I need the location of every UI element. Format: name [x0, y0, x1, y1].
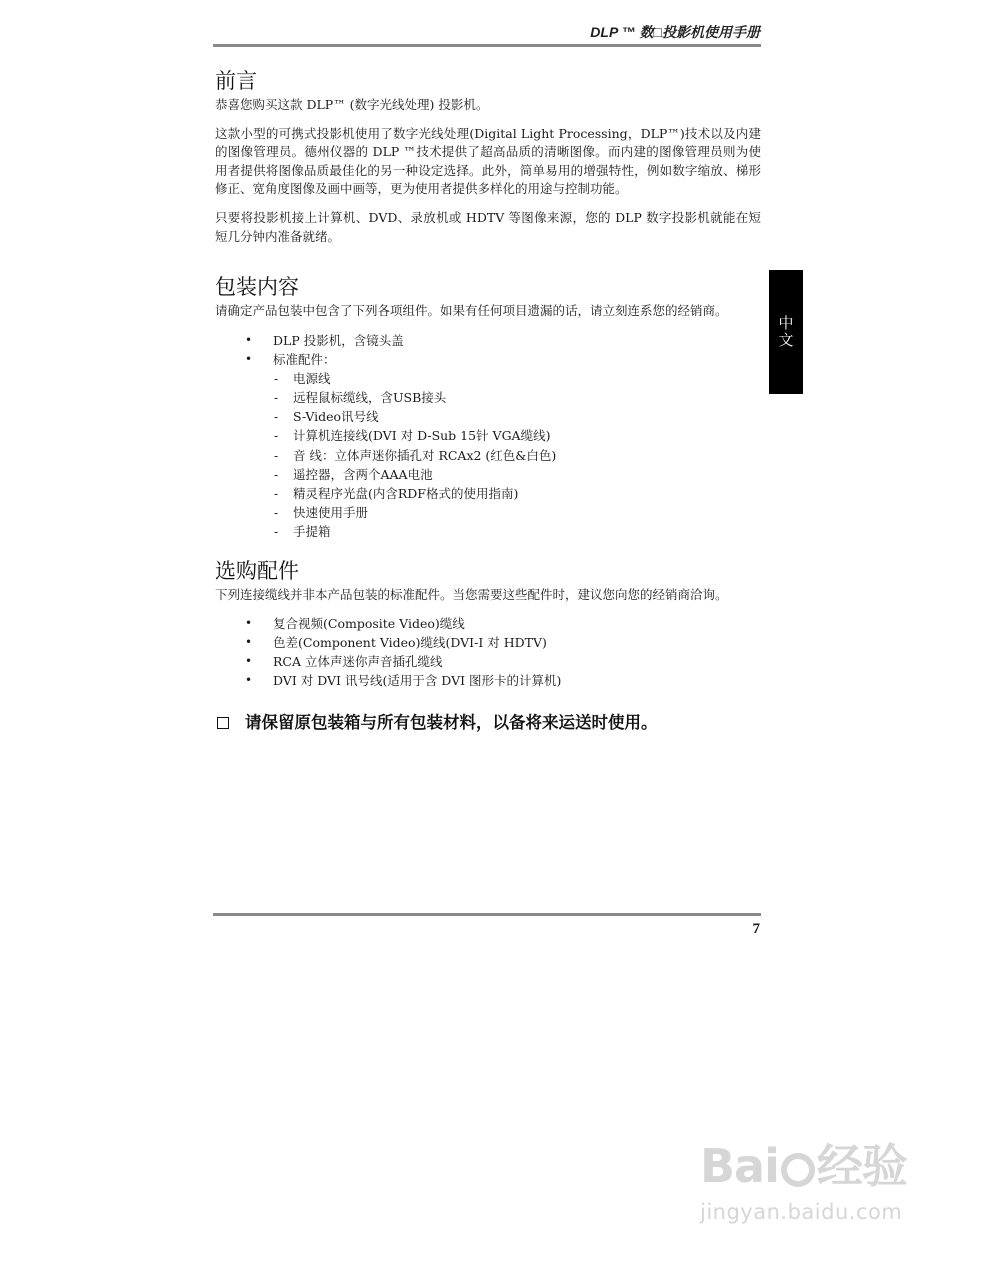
checkbox-icon	[217, 717, 229, 729]
list-item: • 复合视频(Composite Video)缆线	[245, 614, 761, 633]
side-tab-label: 中文	[776, 315, 795, 349]
package-intro: 请确定产品包装中包含了下列各项组件。如果有任何项目遗漏的话，请立刻连系您的经销商。	[215, 303, 728, 319]
package-section	[215, 272, 761, 541]
sub-list-item: - S-Video讯号线	[273, 407, 761, 426]
optional-heading: 选购配件	[215, 558, 299, 583]
sub-list-item: - 快速使用手册	[273, 503, 761, 522]
page-number: 7	[752, 921, 760, 937]
footer-rule	[213, 913, 761, 916]
sub-list-item: - 手提箱	[273, 522, 761, 541]
preface-section	[215, 66, 761, 246]
package-heading: 包装内容	[215, 275, 299, 300]
header-title: DLP ™ 数□投影机使用手册	[590, 24, 760, 40]
watermark-logo-left: Bai	[700, 1139, 779, 1193]
package-list	[215, 331, 761, 542]
preface-paragraph: 恭喜您购买这款 DLP™ (数字光线处理) 投影机。	[215, 97, 489, 112]
sub-list-item: - 远程鼠标缆线，含USB接头	[273, 388, 761, 407]
watermark-logo	[700, 1130, 960, 1196]
list-item: • 色差(Component Video)缆线(DVI-I 对 HDTV)	[245, 633, 761, 652]
optional-list	[215, 614, 761, 690]
optional-section	[215, 556, 761, 691]
list-item: • DVI 对 DVI 讯号线(适用于含 DVI 图形卡的计算机)	[245, 671, 761, 690]
preface-paragraph: 只要将投影机接上计算机、DVD、录放机或 HDTV 等图像来源，您的 DLP 数字投影机就能在短短几分钟内准备就绪。	[215, 209, 761, 244]
watermark-logo-right: 经验	[816, 1139, 907, 1193]
sub-list-item: - 计算机连接线(DVI 对 D-Sub 15针 VGA缆线)	[273, 426, 761, 445]
list-item: • RCA 立体声迷你声音插孔缆线	[245, 652, 761, 671]
sub-list-item: - 精灵程序光盘(内含RDF格式的使用指南)	[273, 484, 761, 503]
preface-heading: 前言	[215, 69, 257, 93]
sub-list-item: - 遥控器，含两个AAA电池	[273, 465, 761, 484]
baidu-watermark	[700, 1130, 960, 1260]
sub-list-item: - 电源线	[273, 369, 761, 388]
list-item	[245, 331, 761, 350]
accessory-sublist	[273, 369, 761, 542]
list-item-text: 标准配件：	[273, 351, 336, 367]
page-content	[215, 66, 761, 733]
language-side-tab	[769, 270, 803, 394]
optional-intro: 下列连接缆线并非本产品包装的标准配件。当您需要这些配件时，建议您向您的经销商洽询。	[215, 586, 728, 602]
sub-list-item: - 音 线：立体声迷你插孔对 RCAx2 (红色&白色)	[273, 446, 761, 465]
paw-icon	[781, 1153, 815, 1187]
watermark-url: jingyan.baidu.com	[700, 1200, 903, 1224]
list-item	[245, 350, 761, 542]
packaging-note	[215, 714, 761, 733]
list-item-text: DLP 投影机，含镜头盖	[273, 332, 404, 348]
preface-paragraph: 这款小型的可携式投影机使用了数字光线处理(Digital Light Processing，DLP™)技术以及内建的图像管理员。德州仪器的 DLP ™技术提供了超高品质的清晰图像。而内建的图像管理员则为使用者提供将图像品质最佳化的另一种设定选择。此外，简单易用的增强特性，例如数字缩放、梯形修正、宽角度图像及画中画等，更为使用者提供多样化的用途与控制功能。	[215, 125, 761, 197]
note-text: 请保留原包装箱与所有包装材料，以备将来运送时使用。	[245, 713, 658, 733]
header-rule	[213, 44, 761, 47]
